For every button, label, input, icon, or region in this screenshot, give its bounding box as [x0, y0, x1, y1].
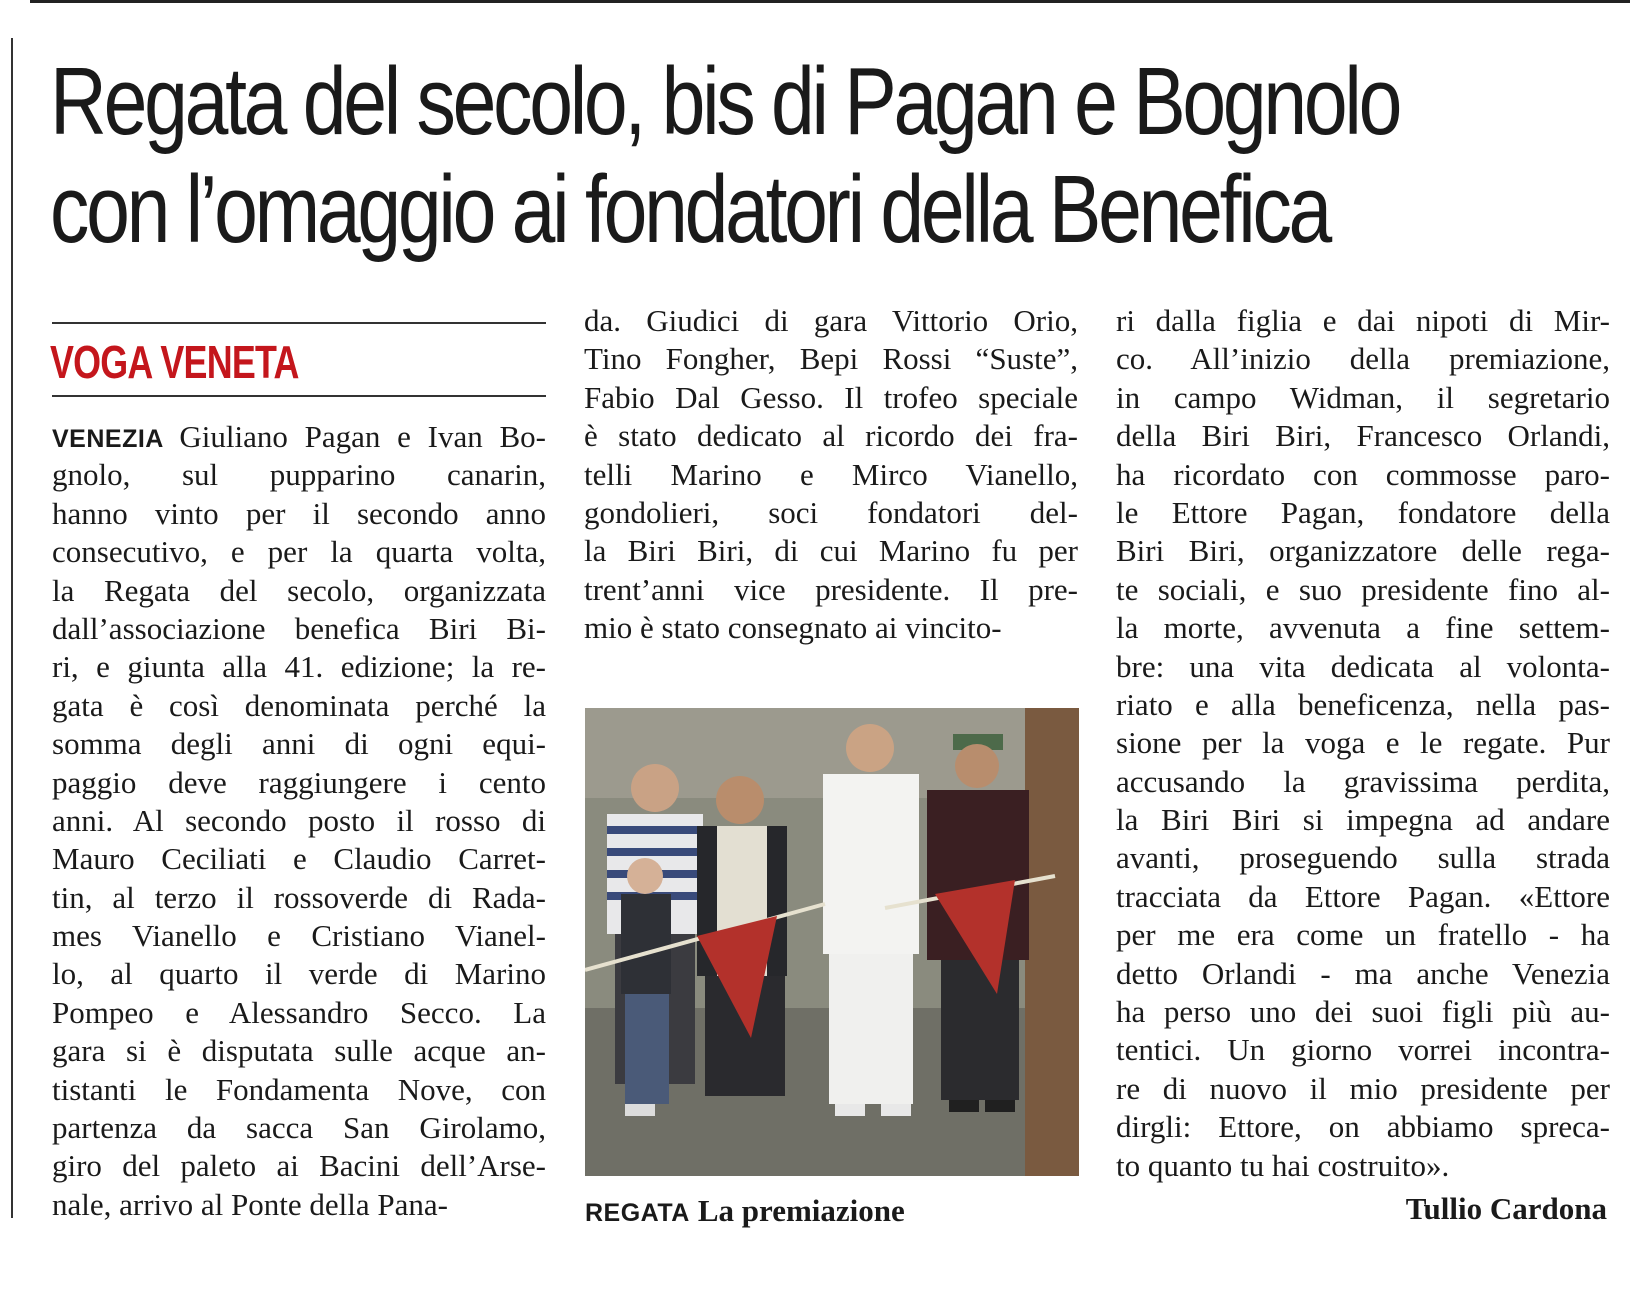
article-text-line: somma degli anni di ogni equi-: [52, 726, 546, 762]
article-text-line: telli Marino e Mirco Vianello,: [584, 456, 1078, 492]
article-text-line: da. Giudici di gara Vittorio Orio,: [584, 303, 1078, 338]
dateline: VENEZIA: [52, 425, 180, 453]
article-text-line: ha ricordato con commosse paro-: [1116, 456, 1610, 492]
article-column-2: [584, 302, 1078, 648]
section-kicker: VOGA VENETA: [50, 336, 299, 388]
article-text-line: lo, al quarto il verde di Marino: [52, 956, 546, 992]
article-text-line: della Biri Biri, Francesco Orlandi,: [1116, 418, 1610, 454]
article-text-line: riato e alla beneficenza, nella pas-: [1116, 686, 1610, 722]
byline: Tullio Cardona: [1405, 1191, 1607, 1226]
article-text-line: co. All’inizio della premiazione,: [1116, 341, 1610, 377]
photo-premiazione: [585, 708, 1079, 1176]
left-column-rule: [11, 38, 13, 1218]
article-text-line: avanti, proseguendo sulla strada: [1116, 840, 1610, 876]
article-text-line: per me era come un fratello - ha: [1116, 917, 1610, 953]
article-text-line: Tino Fongher, Bepi Rossi “Suste”,: [584, 341, 1078, 377]
article-text-line: nale, arrivo al Ponte della Pana-: [52, 1186, 448, 1222]
headline: [50, 48, 1400, 264]
article-text-line: dall’associazione benefica Biri Bi-: [52, 610, 546, 646]
article-text-line: è stato dedicato al ricordo dei fra-: [584, 418, 1078, 454]
article-text-line: gondolieri, soci fondatori del-: [584, 494, 1078, 530]
article-text-line: Mauro Ceciliati e Claudio Carret-: [52, 841, 546, 877]
article-text-line: consecutivo, e per la quarta volta,: [52, 534, 546, 570]
article-text-line: dirgli: Ettore, on abbiamo spreca-: [1116, 1109, 1610, 1145]
article-text-line: ri, e giunta alla 41. edizione; la re-: [52, 649, 546, 685]
article-text-line: re di nuovo il mio presidente per: [1116, 1070, 1610, 1106]
article-text-line: Pompeo e Alessandro Secco. La: [52, 994, 546, 1030]
article-text-line: la morte, avvenuta a fine settem-: [1116, 610, 1610, 646]
headline-line-1: Regata del secolo, bis di Pagan e Bognolo: [50, 48, 1400, 155]
article-text-line: accusando la gravissima perdita,: [1116, 763, 1610, 799]
article-text-line: trent’anni vice presidente. Il pre-: [584, 571, 1078, 607]
caption-text: La premiazione: [697, 1193, 905, 1228]
article-text-line: le Ettore Pagan, fondatore della: [1116, 494, 1610, 530]
top-rule: [30, 0, 1630, 3]
article-text-line: tistanti le Fondamenta Nove, con: [52, 1071, 546, 1107]
article-text-line: VENEZIA Giuliano Pagan e Ivan Bo-: [52, 419, 546, 454]
article-text-line: Fabio Dal Gesso. Il trofeo speciale: [584, 379, 1078, 415]
article-column-3: [1116, 302, 1610, 1185]
article-text-line: Biri Biri, organizzatore delle rega-: [1116, 533, 1610, 569]
article-text-line: te sociali, e suo presidente fino al-: [1116, 571, 1610, 607]
article-text-line: partenza da sacca San Girolamo,: [52, 1110, 546, 1146]
photo-illustration: [585, 708, 1079, 1176]
article-text-line: hanno vinto per il secondo anno: [52, 495, 546, 531]
article-text-line: paggio deve raggiungere i cento: [52, 764, 546, 800]
article-text-line: gnolo, sul pupparino canarin,: [52, 457, 546, 493]
article-text-line: bre: una vita dedicata al volonta-: [1116, 648, 1610, 684]
article-text-line: mio è stato consegnato ai vincito-: [584, 610, 1002, 646]
photo-caption: [585, 1192, 905, 1232]
article-text-line: la Biri Biri, di cui Marino fu per: [584, 533, 1078, 569]
article-text-line: giro del paleto ai Bacini dell’Arse-: [52, 1148, 546, 1184]
article-text-line: ri dalla figlia e dai nipoti di Mir-: [1116, 303, 1610, 338]
article-text-line: gara si è disputata sulle acque an-: [52, 1033, 546, 1069]
article-text-line: tracciata da Ettore Pagan. «Ettore: [1116, 878, 1610, 914]
article-text-line: la Regata del secolo, organizzata: [52, 572, 546, 608]
article-text-line: anni. Al secondo posto il rosso di: [52, 802, 546, 838]
article-text-line: tin, al terzo il rossoverde di Rada-: [52, 879, 546, 915]
article-text-line: detto Orlandi - ma anche Venezia: [1116, 955, 1610, 991]
article-text-line: tentici. Un giorno vorrei incontra-: [1116, 1032, 1610, 1068]
kicker-bottom-rule: [52, 395, 546, 397]
article-text-line: to quanto tu hai costruito».: [1116, 1147, 1450, 1183]
article-text-line: in campo Widman, il segretario: [1116, 379, 1610, 415]
kicker-top-rule: [52, 322, 546, 324]
article-text-line: la Biri Biri si impegna ad andare: [1116, 802, 1610, 838]
article-column-1: [52, 418, 546, 1224]
article-text-line: mes Vianello e Cristiano Vianel-: [52, 918, 546, 954]
caption-label: REGATA: [585, 1199, 690, 1227]
article-text-line: gata è così denominata perché la: [52, 687, 546, 723]
article-text-line: ha perso uno dei suoi figli più au-: [1116, 994, 1610, 1030]
article-text-line: sione per la voga e le regate. Pur: [1116, 725, 1610, 761]
headline-line-2: con l’omaggio ai fondatori della Benefica: [50, 156, 1330, 263]
